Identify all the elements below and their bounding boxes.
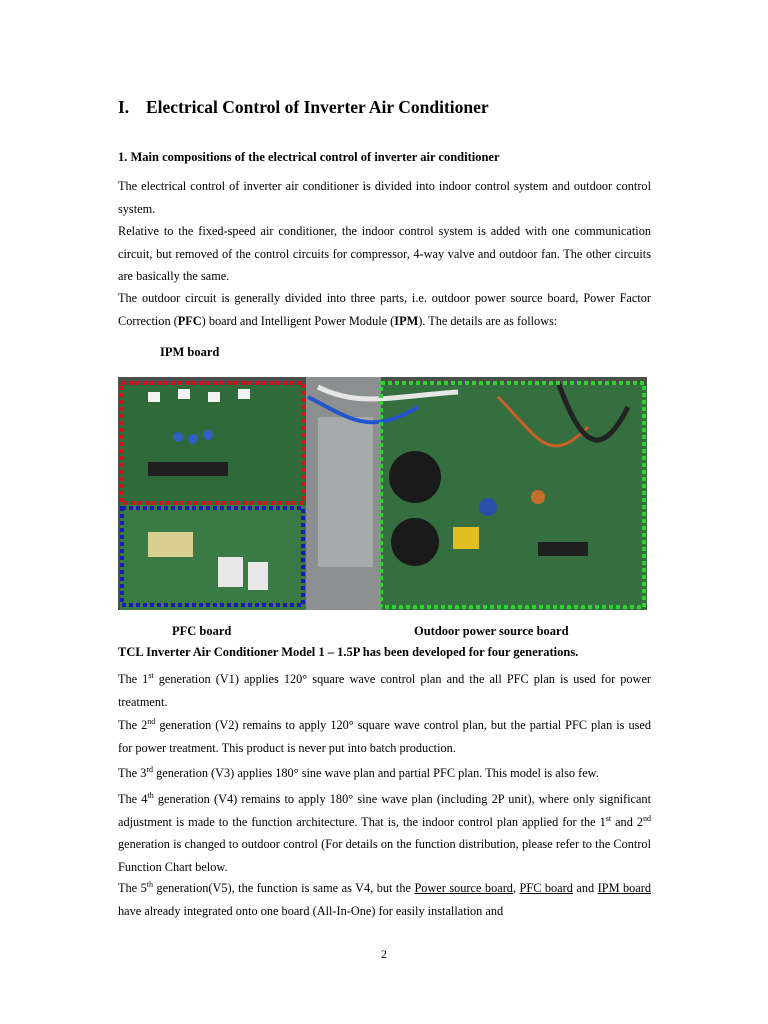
circuit-board-photo — [118, 377, 647, 610]
chapter-heading — [118, 97, 489, 118]
chapter-title: Electrical Control of Inverter Air Conditioner — [146, 97, 489, 117]
pfc-abbrev: PFC — [177, 313, 202, 328]
models-heading: TCL Inverter Air Conditioner Model 1 – 1.5P has been developed for four generations. — [118, 645, 579, 659]
paragraph-2: Relative to the fixed-speed air conditioner, the indoor control system is added with one communication circuit, but removed of the control circuits for compressor, 4-way valve and outdoor fan. The other circuits are basically the same. — [118, 224, 651, 283]
generation-4: The 4th generation (V4) remains to apply 180° sine wave plan (including 2P unit), where only significant adjustment is made to the function architecture. That is, the indoor control plan applied for the 1st and 2nd generation is changed to outdoor control (For details on the function distribution, please refer to the Control Function Chart below. — [118, 790, 651, 874]
pfc-board-ref: PFC board — [519, 881, 573, 895]
power-source-board-ref: Power source board — [414, 881, 513, 895]
chapter-number: I. — [118, 97, 130, 117]
ipm-board-label: IPM board — [160, 345, 220, 359]
generation-5: The 5th generation(V5), the function is same as V4, but the Power source board, PFC board and IPM board have already integrated onto one board (All-In-One) for easily installation and — [118, 879, 651, 918]
pfc-board-label: PFC board — [172, 624, 232, 638]
ipm-board-ref: IPM board — [597, 881, 651, 895]
circuit-board-illustration — [118, 377, 647, 610]
generation-3: The 3rd generation (V3) applies 180° sine wave plan and partial PFC plan. This model is also few. — [118, 764, 599, 780]
generation-2: The 2nd generation (V2) remains to apply 120° square wave control plan, but the partial PFC plan is used for power treatment. This product is never put into batch production. — [118, 716, 651, 755]
section-title: 1. Main compositions of the electrical control of inverter air conditioner — [118, 150, 500, 164]
outdoor-board-label: Outdoor power source board — [414, 624, 569, 638]
paragraph-1: The electrical control of inverter air conditioner is divided into indoor control system and outdoor control system. — [118, 179, 651, 216]
page-number: 2 — [381, 947, 387, 961]
paragraph-3: The outdoor circuit is generally divided into three parts, i.e. outdoor power source board, Power Factor Correction (PFC) board and Intelligent Power Module (IPM). The details are as follows: — [118, 291, 651, 328]
ipm-abbrev: IPM — [394, 313, 419, 328]
generation-1: The 1st generation (V1) applies 120° square wave control plan and the all PFC plan is used for power treatment. — [118, 670, 651, 709]
